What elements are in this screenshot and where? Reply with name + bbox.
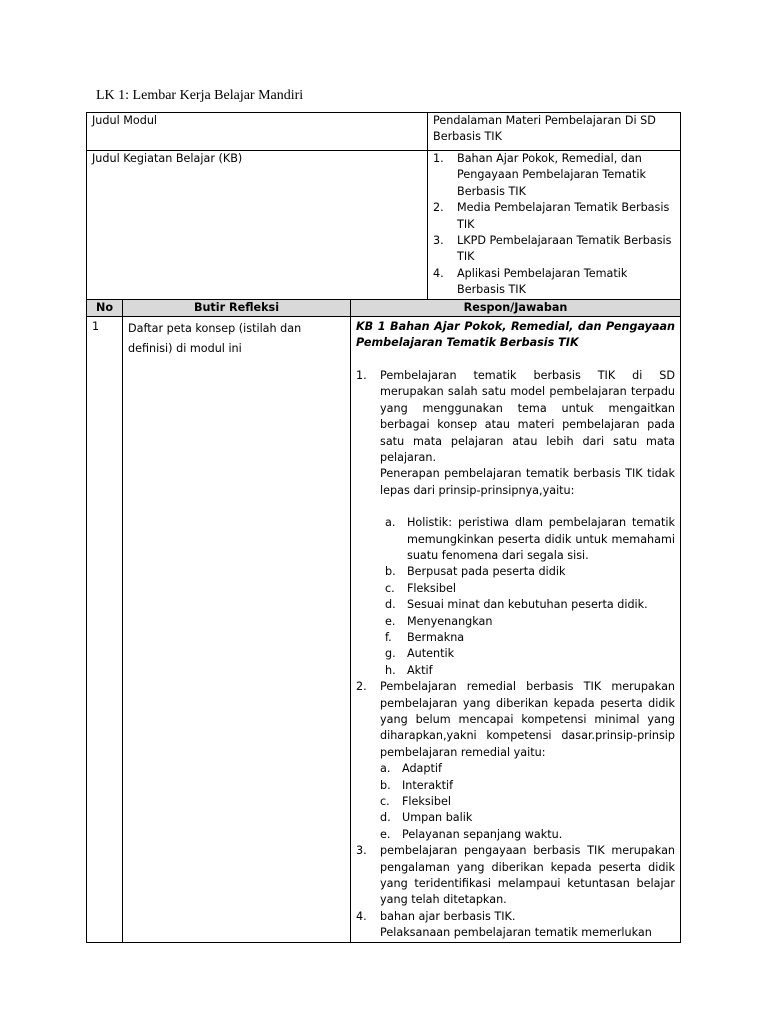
- sub-item: a. Holistik: peristiwa dlam pembelajaran tematik memungkinkan peserta didik untuk memahami suatu fenomena dari segala sisi.: [385, 516, 676, 562]
- sub-item: e. Menyenangkan: [385, 614, 493, 628]
- col-header-respon: Respon/Jawaban: [351, 299, 681, 316]
- kb-title-list: [433, 151, 675, 299]
- kb-title-item: 1. Bahan Ajar Pokok, Remedial, dan Pengayaan Pembelajaran Tematik Berbasis TIK: [433, 152, 646, 198]
- sub-item: h. Aktif: [385, 663, 433, 677]
- kb-title-item: 2. Media Pembelajaran Tematik Berbasis TIK: [433, 201, 670, 231]
- kb-title-list-cell: [428, 151, 681, 300]
- col-header-no: No: [87, 299, 123, 316]
- sub-item: f. Bermakna: [385, 630, 465, 644]
- module-title-row: [87, 113, 681, 151]
- kb1-heading: KB 1 Bahan Ajar Pokok, Remedial, dan Pengayaan Pembelajaran Tematik Berbasis TIK: [356, 320, 676, 350]
- response-cell: [351, 317, 681, 943]
- reflection-table: [86, 112, 681, 943]
- kb-title-item: 4. Aplikasi Pembelajaran Tematik Berbasis TIK: [433, 266, 628, 297]
- column-header-row: [87, 299, 681, 316]
- table-row: [87, 317, 681, 943]
- list-item: 1. Pembelajaran tematik berbasis TIK di SD merupakan salah satu model pembelajaran terpadu yang menggunakan tema untuk mengaitkan berbagai konsep atau materi pembelajaran pada satu mata pelajaran atau lebih dari satu mata pelajaran. Penerapan pembelajaran tematik berbasis TIK tidak lepas dari prinsip-prinsipnya,yaitu: a. Holistik: peristiwa dlam pembelajaran tematik memungkinkan peserta didik untuk memahami suatu fenomena dari segala sisi. b. Berpusat pada peserta didik c. Fleksibel d. Sesuai minat dan kebutuhan peserta didik. e. Menyenangkan f. Bermakna g. Autentik h. Aktif: [356, 368, 675, 679]
- document-title: LK 1: Lembar Kerja Belajar Mandiri: [96, 88, 304, 103]
- kb-title-item: 3. LKPD Pembelajaraan Tematik Berbasis TIK: [433, 234, 672, 264]
- sub-item: d. Sesuai minat dan kebutuhan peserta didik.: [385, 598, 648, 612]
- module-title-label: Judul Modul: [87, 113, 428, 151]
- sub-item: g. Autentik: [385, 647, 455, 661]
- module-title-value: Pendalaman Materi Pembelajaran Di SD Berbasis TIK: [428, 113, 681, 151]
- sub-item: c. Fleksibel: [380, 795, 451, 809]
- sub-list: [380, 761, 675, 843]
- row-number: 1: [87, 317, 123, 943]
- reflection-item: Daftar peta konsep (istilah dan definisi) di modul ini: [123, 317, 351, 943]
- sub-item: c. Fleksibel: [385, 581, 456, 595]
- sub-item: e. Pelayanan sepanjang waktu.: [380, 827, 563, 841]
- sub-list: [385, 515, 675, 679]
- response-list: [356, 368, 675, 942]
- list-item: 2. Pembelajaran remedial berbasis TIK merupakan pembelajaran yang diberikan kepada peserta didik yang belum mencapai kompetensi minimal yang diharapkan,yakni kompetensi dasar.prinsip-prinsip pembelajaran remedial yaitu: a. Adaptif b. Interaktif c. Fleksibel d. Umpan balik e. Pelayanan sepanjang waktu.: [356, 679, 675, 843]
- list-item: 3. pembelajaran pengayaan berbasis TIK merupakan pengalaman yang diberikan kepada peserta didik yang teridentifikasi melampaui ketuntasan belajar yang telah ditetapkan.: [356, 844, 676, 907]
- sub-item: b. Interaktif: [380, 778, 454, 792]
- list-item: 4. bahan ajar berbasis TIK. Pelaksanaan pembelajaran tematik memerlukan: [356, 909, 652, 940]
- sub-item: b. Berpusat pada peserta didik: [385, 565, 566, 579]
- sub-item: d. Umpan balik: [380, 811, 473, 825]
- kb-title-row: [87, 151, 681, 300]
- kb-title-label: Judul Kegiatan Belajar (KB): [87, 151, 428, 300]
- col-header-butir: Butir Refleksi: [123, 299, 351, 316]
- sub-item: a. Adaptif: [380, 762, 442, 776]
